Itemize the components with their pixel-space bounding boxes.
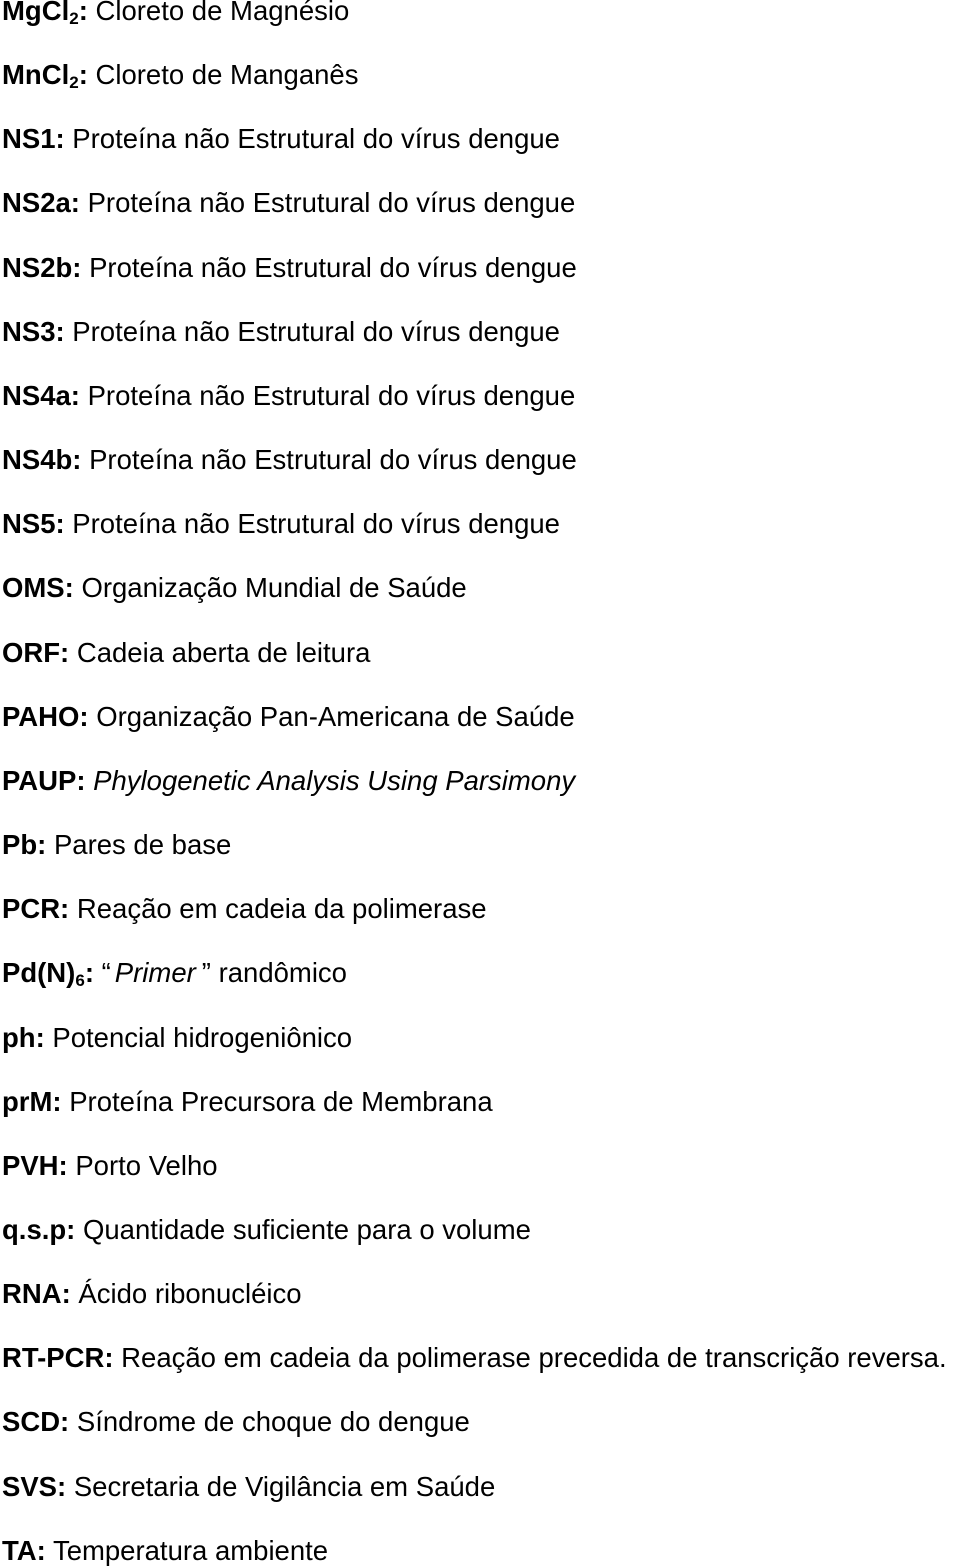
abbreviation-term: ORF: xyxy=(2,636,70,668)
abbreviation-list xyxy=(2,0,947,1566)
abbreviation-term-subscript: 2 xyxy=(69,73,79,93)
abbreviation-entry xyxy=(2,1406,947,1438)
abbreviation-entry xyxy=(2,572,947,604)
abbreviation-term: q.s.p: xyxy=(2,1213,76,1245)
abbreviation-entry xyxy=(2,1085,947,1117)
abbreviation-entry xyxy=(2,444,947,476)
abbreviation-term: MnCl xyxy=(2,59,70,91)
abbreviation-definition: Cadeia aberta de leitura xyxy=(76,636,371,668)
abbreviation-term: NS4b: xyxy=(2,444,82,476)
abbreviation-definition: Proteína não Estrutural do vírus dengue xyxy=(89,444,577,476)
abbreviation-definition: Proteína não Estrutural do vírus dengue xyxy=(72,315,560,347)
abbreviation-term: NS2a: xyxy=(2,187,80,219)
abbreviation-definition: Organização Pan-Americana de Saúde xyxy=(96,700,575,732)
abbreviation-term: RT-PCR: xyxy=(2,1342,114,1374)
abbreviation-entry xyxy=(2,123,947,155)
abbreviation-entry xyxy=(2,0,947,28)
abbreviation-definition-emphasis: Primer xyxy=(114,957,196,989)
abbreviation-entry xyxy=(2,1278,947,1310)
abbreviation-term: RNA: xyxy=(2,1278,71,1310)
abbreviation-term: prM: xyxy=(2,1085,62,1117)
abbreviation-definition: Pares de base xyxy=(53,829,232,861)
abbreviation-definition: Potencial hidrogeniônico xyxy=(52,1021,353,1053)
abbreviation-entry xyxy=(2,829,947,861)
abbreviation-entry xyxy=(2,893,947,925)
abbreviation-term: ph: xyxy=(2,1021,45,1053)
abbreviation-term: NS3: xyxy=(2,315,65,347)
abbreviation-definition: Cloreto de Magnésio xyxy=(95,0,350,26)
abbreviation-entry xyxy=(2,1021,947,1053)
abbreviation-term: PAHO: xyxy=(2,700,89,732)
abbreviation-definition: Proteína não Estrutural do vírus dengue xyxy=(89,251,577,283)
abbreviation-term: NS2b: xyxy=(2,251,82,283)
abbreviation-entry xyxy=(2,957,947,991)
abbreviation-entry xyxy=(2,59,947,93)
abbreviation-term: MgCl xyxy=(2,0,70,26)
abbreviation-entry xyxy=(2,764,947,796)
abbreviation-entry xyxy=(2,1342,947,1374)
abbreviation-definition: Phylogenetic Analysis Using Parsimony xyxy=(93,764,576,796)
abbreviation-term: Pd(N) xyxy=(2,957,76,989)
abbreviation-definition-open-quote: “ xyxy=(101,957,111,989)
abbreviation-definition: Cloreto de Manganês xyxy=(95,59,359,91)
abbreviation-term-subscript: 6 xyxy=(75,971,85,991)
abbreviation-definition: Organização Mundial de Saúde xyxy=(81,572,467,604)
abbreviation-definition: Porto Velho xyxy=(75,1149,218,1181)
abbreviation-entry xyxy=(2,379,947,411)
abbreviation-term: SVS: xyxy=(2,1470,67,1502)
abbreviation-definition: Proteína Precursora de Membrana xyxy=(69,1085,493,1117)
abbreviation-entry xyxy=(2,1149,947,1181)
abbreviation-entry xyxy=(2,315,947,347)
abbreviation-term: Pb: xyxy=(2,829,47,861)
abbreviation-term: NS5: xyxy=(2,508,65,540)
abbreviation-entry xyxy=(2,508,947,540)
abbreviation-definition: Secretaria de Vigilância em Saúde xyxy=(73,1470,496,1502)
abbreviation-definition: Proteína não Estrutural do vírus dengue xyxy=(87,187,576,219)
abbreviation-term: PVH: xyxy=(2,1149,68,1181)
abbreviation-term: NS4a: xyxy=(2,379,80,411)
abbreviation-term: OMS: xyxy=(2,572,74,604)
abbreviation-definition: Síndrome de choque do dengue xyxy=(76,1406,470,1438)
abbreviation-term: PCR: xyxy=(2,893,70,925)
abbreviation-term-colon: : xyxy=(78,59,88,91)
abbreviation-term-colon: : xyxy=(78,0,88,26)
abbreviation-definition: Quantidade suficiente para o volume xyxy=(82,1213,531,1245)
abbreviation-entry xyxy=(2,636,947,668)
abbreviation-entry xyxy=(2,700,947,732)
abbreviation-term: SCD: xyxy=(2,1406,70,1438)
abbreviation-entry xyxy=(2,1213,947,1245)
abbreviation-entry xyxy=(2,251,947,283)
abbreviation-definition-rest: ” randômico xyxy=(201,957,347,989)
abbreviation-term-colon: : xyxy=(84,957,94,989)
abbreviation-term: NS1: xyxy=(2,123,65,155)
abbreviation-entry xyxy=(2,1534,947,1566)
abbreviation-definition: Temperatura ambiente xyxy=(52,1534,329,1566)
abbreviation-term-subscript: 2 xyxy=(69,9,79,28)
abbreviation-definition: Ácido ribonucléico xyxy=(78,1278,302,1310)
abbreviation-definition: Proteína não Estrutural do vírus dengue xyxy=(87,379,576,411)
abbreviation-term: PAUP: xyxy=(2,764,86,796)
abbreviation-definition: Reação em cadeia da polimerase precedida de transcrição reversa. xyxy=(121,1342,947,1374)
abbreviation-term: TA: xyxy=(2,1534,46,1566)
abbreviation-definition: Proteína não Estrutural do vírus dengue xyxy=(72,508,560,540)
abbreviation-entry xyxy=(2,1470,947,1502)
abbreviation-definition: Reação em cadeia da polimerase xyxy=(76,893,487,925)
abbreviation-entry xyxy=(2,187,947,219)
abbreviation-definition: Proteína não Estrutural do vírus dengue xyxy=(72,123,560,155)
